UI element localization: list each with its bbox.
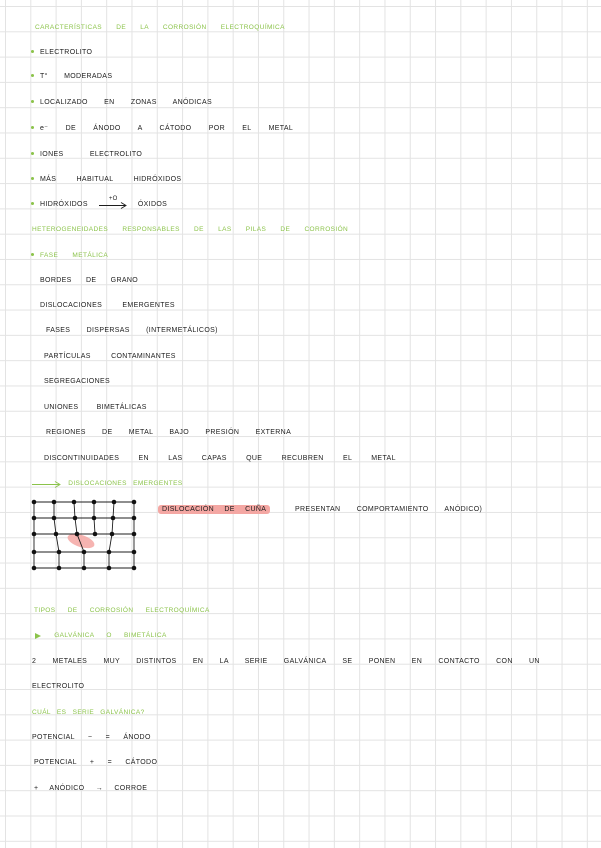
list-item-text: MÁS HABITUAL HIDRÓXIDOS bbox=[40, 176, 182, 183]
lattice-atom bbox=[132, 550, 137, 555]
galvanic-fact: + ANÓDICO → CORROE bbox=[34, 785, 148, 792]
list-item: BORDES DE GRANO bbox=[40, 277, 139, 284]
list-item bbox=[31, 48, 92, 58]
lattice-atom bbox=[132, 500, 137, 505]
list-item bbox=[31, 124, 293, 134]
lattice-atom bbox=[107, 566, 112, 571]
lattice-atom bbox=[32, 550, 37, 555]
bullet-icon bbox=[31, 253, 34, 256]
subsection-title-text: GALVÁNICA O BIMETÁLICA bbox=[54, 632, 167, 639]
highlighted-text: DISLOCACIÓN DE CUÑA bbox=[158, 505, 270, 514]
list-item-text: ELECTROLITO bbox=[40, 49, 93, 56]
subsection-title-galvanic bbox=[34, 631, 167, 641]
lattice-atom bbox=[57, 550, 62, 555]
bullet-icon bbox=[31, 74, 34, 77]
reaction-arrow bbox=[98, 196, 128, 210]
list-item-text: e⁻ DE ÁNODO A CÁTODO POR EL METAL bbox=[40, 125, 294, 132]
list-item bbox=[31, 98, 212, 108]
lattice-atom bbox=[132, 516, 137, 521]
lattice-atom bbox=[75, 532, 80, 537]
bullet-icon bbox=[31, 50, 34, 53]
lattice-atom bbox=[57, 566, 62, 571]
bullet-icon bbox=[31, 100, 34, 103]
galvanic-series-question: CUÁL ES SERIE GALVÁNICA? bbox=[32, 709, 145, 716]
edge-dislocation-lattice-diagram bbox=[28, 496, 142, 582]
lattice-atom bbox=[93, 532, 98, 537]
reaction-product: ÓXIDOS bbox=[137, 201, 168, 208]
reaction-line bbox=[31, 196, 168, 210]
list-item: PARTÍCULAS CONTAMINANTES bbox=[44, 353, 176, 360]
lattice-atom bbox=[110, 532, 115, 537]
lattice-atom bbox=[112, 500, 117, 505]
list-item: SEGREGACIONES bbox=[44, 378, 111, 385]
lattice-atom bbox=[52, 500, 57, 505]
list-item-text: LOCALIZADO EN ZONAS ANÓDICAS bbox=[40, 99, 212, 106]
dislocation-note: PRESENTAN COMPORTAMIENTO ANÓDICO) bbox=[295, 506, 483, 513]
list-item: DISCONTINUIDADES EN LAS CAPAS QUE RECUBREN EL METAL bbox=[44, 455, 396, 462]
lattice-atom bbox=[132, 566, 137, 571]
lattice-atom bbox=[82, 566, 87, 571]
long-arrow-right-icon bbox=[32, 479, 62, 489]
lattice-atom bbox=[92, 500, 97, 505]
lattice-atom bbox=[92, 516, 97, 521]
galvanic-fact: POTENCIAL − = ÁNODO bbox=[32, 734, 151, 741]
bullet-icon bbox=[31, 202, 34, 205]
galvanic-definition-line-2: ELECTROLITO bbox=[32, 683, 85, 690]
list-item-text: IONES ELECTROLITO bbox=[40, 151, 143, 158]
lattice-atom bbox=[32, 566, 37, 571]
bullet-icon bbox=[31, 177, 34, 180]
lattice-atom bbox=[111, 516, 116, 521]
galvanic-definition-line-1: 2 METALES MUY DISTINTOS EN LA SERIE GALVÁNICA SE PONEN EN CONTACTO CON UN bbox=[32, 658, 540, 665]
list-item bbox=[31, 175, 181, 185]
dislocation-type-highlight bbox=[158, 505, 270, 515]
subsection-title-text: FASE METÁLICA bbox=[40, 252, 109, 259]
lattice-atom bbox=[72, 500, 77, 505]
section-title-characteristics: CARACTERÍSTICAS DE LA CORROSIÓN ELECTROQUÍMICA bbox=[35, 24, 285, 31]
list-item: FASES DISPERSAS (INTERMETÁLICOS) bbox=[46, 327, 218, 334]
triangle-right-icon bbox=[34, 631, 42, 641]
subsection-title-metallic-phase bbox=[31, 251, 108, 261]
lattice-atom bbox=[107, 550, 112, 555]
dislocations-heading-text: DISLOCACIONES EMERGENTES bbox=[68, 480, 183, 487]
reaction-reactant: HIDRÓXIDOS bbox=[40, 201, 88, 208]
list-item: REGIONES DE METAL BAJO PRESIÓN EXTERNA bbox=[46, 429, 292, 436]
list-item: UNIONES BIMETÁLICAS bbox=[44, 404, 147, 411]
dislocations-heading bbox=[32, 479, 183, 489]
bullet-icon bbox=[31, 152, 34, 155]
bullet-icon bbox=[31, 126, 34, 129]
lattice-atom bbox=[52, 516, 57, 521]
list-item: DISLOCACIONES EMERGENTES bbox=[40, 302, 175, 309]
section-title-heterogeneities: HETEROGENEIDADES RESPONSABLES DE LAS PILAS DE CORROSIÓN bbox=[32, 226, 349, 233]
lattice-atom bbox=[54, 532, 59, 537]
lattice-atom bbox=[73, 516, 78, 521]
section-title-types: TIPOS DE CORROSIÓN ELECTROQUÍMICA bbox=[34, 607, 210, 614]
list-item bbox=[31, 150, 142, 160]
lattice-atom bbox=[32, 532, 37, 537]
galvanic-fact: POTENCIAL + = CÁTODO bbox=[34, 759, 158, 766]
arrow-right-icon bbox=[98, 200, 128, 210]
lattice-atom bbox=[32, 500, 37, 505]
reaction-condition: +O bbox=[108, 196, 118, 202]
lattice-atom bbox=[32, 516, 37, 521]
lattice-atom bbox=[132, 532, 137, 537]
list-item bbox=[31, 72, 112, 82]
list-item-text: T° MODERADAS bbox=[40, 73, 113, 80]
lattice-atom bbox=[82, 550, 87, 555]
